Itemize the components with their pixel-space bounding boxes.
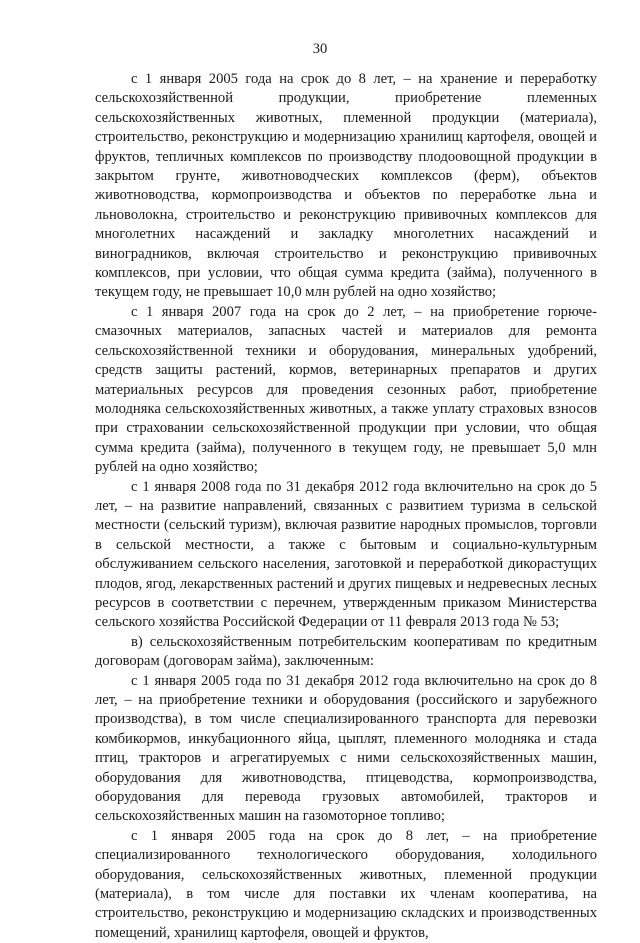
document-body (95, 70, 597, 943)
paragraph-5: с 1 января 2005 года по 31 декабря 2012 года включительно на срок до 8 лет, – на приобретение техники и оборудования (российского и зарубежного производства), в том числе специализированного транспорта для перевозки комбикормов, инкубационного яйца, цыплят, племенного молодняка и стада птиц, тракторов и агрегатируемых с ними сельскохозяйственных машин, оборудования для животноводства, птицеводства, кормопроизводства, оборудования для перевода грузовых автомобилей, тракторов и сельскохозяйственных машин на газомоторное топливо; (95, 672, 597, 825)
page-number: 30 (312, 41, 328, 57)
paragraph-3: с 1 января 2008 года по 31 декабря 2012 года включительно на срок до 5 лет, – на развитие направлений, связанных с развитием туризма в сельской местности (сельский туризм), включая развитие народных промыслов, торговли в сельской местности, а также с бытовым и социально-культурным обслуживанием сельского населения, заготовкой и переработкой дикорастущих плодов, ягод, лекарственных растений и других пищевых и недревесных лесных ресурсов в соответствии с перечнем, утвержденным приказом Министерства сельского хозяйства Российской Федерации от 11 февраля 2013 года № 53; (95, 478, 597, 631)
paragraph-2: с 1 января 2007 года на срок до 2 лет, – на приобретение горюче-смазочных материалов, запасных частей и материалов для ремонта сельскохозяйственной техники и оборудования, минеральных удобрений, средств защиты растений, кормов, ветеринарных препаратов и других материальных ресурсов для проведения сезонных работ, приобретение молодняка сельскохозяйственных животных, а также уплату страховых взносов при страховании сельскохозяйственной продукции при условии, что общая сумма кредита (займа), полученного в текущем году, не превышает 5,0 млн рублей на одно хозяйство; (95, 303, 597, 476)
paragraph-4: в) сельскохозяйственным потребительским кооперативам по кредитным договорам (договорам займа), заключенным: (95, 633, 597, 670)
paragraph-1: с 1 января 2005 года на срок до 8 лет, – на хранение и переработку сельскохозяйственной продукции, приобретение племенных сельскохозяйственных животных, племенной продукции (материала), строительство, реконструкцию и модернизацию хранилищ картофеля, овощей и фруктов, тепличных комплексов по производству плодоовощной продукции в закрытом грунте, животноводческих комплексов (ферм), объектов животноводства, кормопроизводства и объектов по переработке льна и льноволокна, строительство и реконструкцию прививочных комплексов для многолетних насаждений и закладку многолетних насаждений и виноградников, включая строительство и реконструкцию прививочных комплексов, при условии, что общая сумма кредита (займа), полученного в текущем году, не превышает 10,0 млн рублей на одно хозяйство; (95, 71, 597, 301)
paragraph-6: с 1 января 2005 года на срок до 8 лет, – на приобретение специализированного технологического оборудования, холодильного оборудования, сельскохозяйственных животных, племенной продукции (материала), в том числе для поставки их членам кооператива, на строительство, реконструкцию и модернизацию складских и производственных помещений, хранилищ картофеля, овощей и фруктов, (95, 827, 597, 941)
